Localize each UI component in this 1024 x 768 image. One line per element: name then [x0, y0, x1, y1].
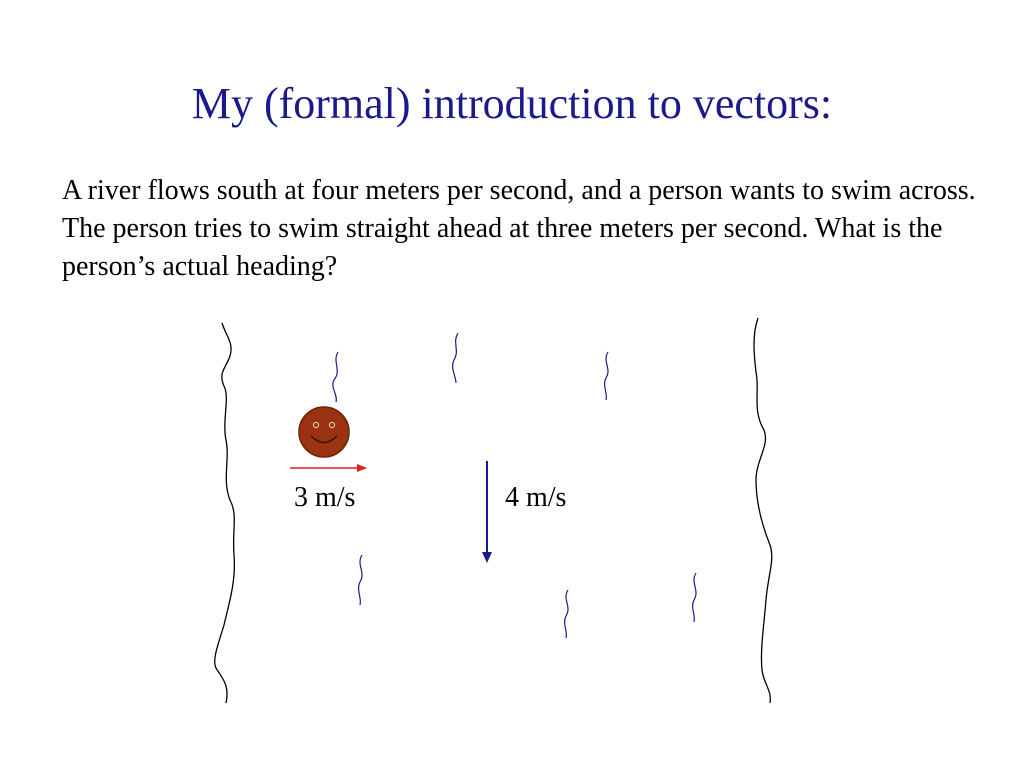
water-squiggle-icon [565, 590, 568, 638]
water-squiggle-icon [693, 573, 696, 622]
river-speed-label: 4 m/s [505, 482, 567, 513]
swimmer-speed-label: 3 m/s [294, 482, 356, 513]
right-river-bank [754, 318, 772, 703]
water-squiggle-icon [333, 352, 338, 402]
slide-title: My (formal) introduction to vectors: [191, 79, 833, 128]
water-squiggle-icon [605, 352, 608, 400]
problem-text: A river flows south at four meters per second, and a person wants to swim across. The person tries to swim straight ahead at three meters per second. What is the person’s actual heading? [62, 175, 976, 282]
smiley-face-icon [299, 407, 349, 457]
down-arrow-head [482, 552, 492, 563]
left-river-bank [215, 323, 235, 703]
water-squiggle-icon [359, 555, 362, 605]
water-squiggle-icon [453, 333, 458, 383]
